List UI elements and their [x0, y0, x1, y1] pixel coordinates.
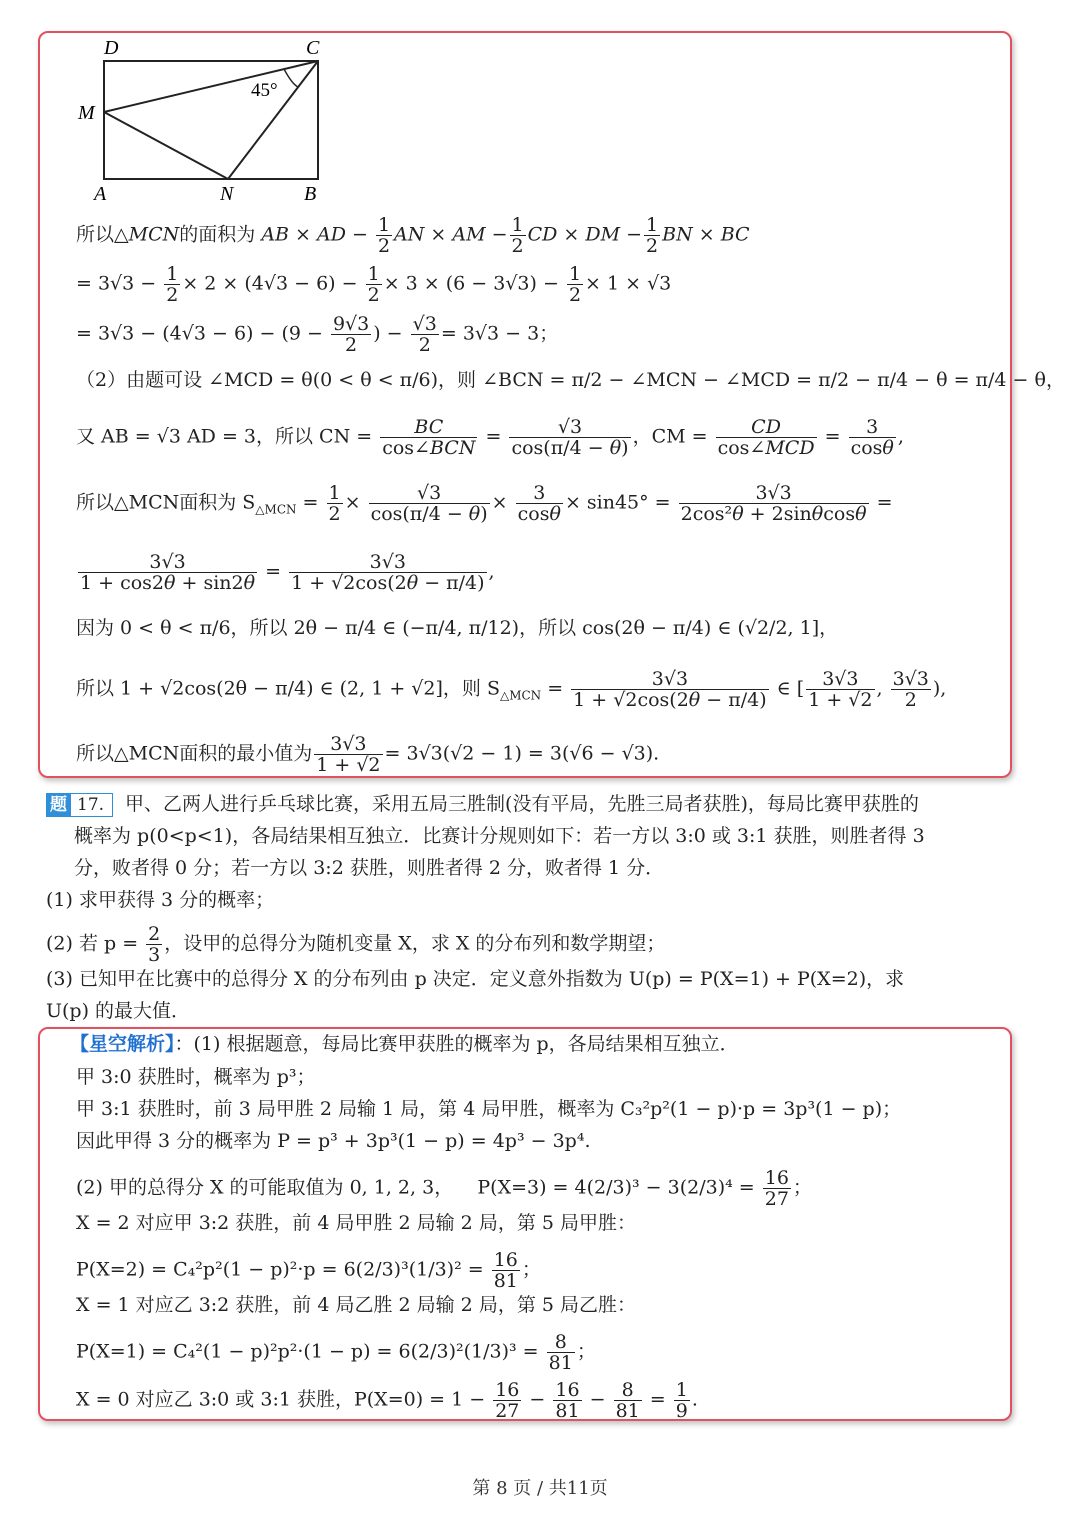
text: P(X=3) = 4(2/3)³ − 3(2/3)⁴ = — [477, 1176, 761, 1199]
text: P(X=1) = C₄²(1 − p)²p²·(1 − p) = 6(2/3)²(1/3)³ = — [76, 1340, 545, 1363]
segment-MN — [104, 112, 228, 179]
solution-line-8: 因为 0 < θ < π/6，所以 2θ − π/4 ∈ (−π/4, π/12)，所以 cos(2θ − π/4) ∈ (√2/2, 1]， — [76, 617, 839, 639]
label-D: D — [104, 37, 119, 59]
rectangle-ABCD — [104, 61, 318, 179]
solution-line-9: 所以 1 + √2cos(2θ − π/4) ∈ (2, 1 + √2]，则 $S_{\triangle MCN}$ = $\frac{3√3}{1 + √2\cos(2\theta - \pi/4)}$ ∈ [ $\frac{3√3}{1 + √2}$ , $\frac{3√3}{2}$ ), — [76, 668, 947, 711]
text: = 3√3(√2 − 1) = 3(√6 − √3). — [384, 742, 660, 765]
question-17-line-1 — [46, 791, 919, 817]
solution2-line-8: X = 1 对应乙 3:2 获胜，前 4 局乙胜 2 局输 2 局，第 5 局乙胜： — [76, 1294, 636, 1316]
text: = 3√3 − (4√3 − 6) − (9 − — [76, 322, 329, 345]
solution-line-1: 所以△MCN的面积为 AB × AD − $\frac{1}{2}$ AN × AM − $\frac{1}{2}$ CD × DM − $\frac{1}{2}$ BN × BC — [76, 214, 750, 257]
question-17-part-1: (1) 求甲获得 3 分的概率； — [46, 889, 275, 911]
question-17-part-3: (3) 已知甲在比赛中的总得分 X 的分布列由 p 决定．定义意外指数为 U(p) = P(X=1) + P(X=2)，求 — [46, 968, 905, 990]
text: = 3√3 − 3； — [440, 322, 559, 345]
text: ，设甲的总得分为随机变量 X，求 X 的分布列和数学期望； — [164, 932, 666, 955]
label-C: C — [306, 37, 320, 59]
label-A: A — [94, 183, 107, 205]
solution2-line-4: 因此甲得 3 分的概率为 P = p³ + 3p³(1 − p) = 4p³ − 3p⁴. — [76, 1130, 591, 1152]
text: ，CM = — [632, 425, 714, 448]
solution-line-5: 又 AB = √3 AD = 3，所以 CN = $\frac{BC}{\text{cos∠BCN}}$ = $\frac{√3}{\cos(\pi/4 - \theta)}$ ，CM = $\frac{CD}{\text{cos∠MCD}}$ = $\frac{3}{\cos\theta}$ , — [76, 416, 904, 459]
solution2-line-7: P(X=2) = C₄²p²(1 − p)²·p = 6(2/3)³(1/3)² = $\frac{16}{81}$ ； — [76, 1249, 541, 1292]
text: 的面积为 — [179, 223, 256, 246]
question-17-part-3-cont: U(p) 的最大值． — [46, 1000, 191, 1022]
solution-line-6: 所以△MCN面积为 $S_{\triangle MCN}$ = $\frac{1}{2}$ × $\frac{√3}{\cos(\pi/4 - \theta)}$ × $\frac{3}{\cos\theta}$ × sin45° = $\frac{3√3}{\text{2cos²θ + 2sinθcosθ}}$ = — [76, 482, 893, 525]
text: MCN — [128, 223, 180, 246]
label-angle: 45° — [251, 80, 278, 101]
text: 所以△MCN面积为 S — [76, 491, 256, 514]
label-N: N — [220, 183, 234, 205]
geometry-figure — [70, 34, 340, 206]
label-M: M — [78, 102, 95, 124]
text: AB × AD − — [261, 223, 374, 246]
text: ：(1) 根据题意，每局比赛甲获胜的概率为 p，各局结果相互独立． — [174, 1033, 739, 1055]
solution-line-3: = 3√3 − (4√3 − 6) − (9 − $\frac{9√3}{2}$ ) − $\frac{√3}{2}$ = 3√3 − 3； — [76, 313, 559, 356]
solution2-line-10: X = 0 对应乙 3:0 或 3:1 获胜，P(X=0) = 1 − $\frac{16}{27}$ − $\frac{16}{81}$ − $\frac{8}{81}$ = $\frac{1}{9}$ . — [76, 1379, 698, 1422]
solution2-line-3: 甲 3:1 获胜时，前 3 局甲胜 2 局输 1 局，第 4 局甲胜，概率为 C₃²p²(1 − p)·p = 3p³(1 − p)； — [76, 1098, 902, 1120]
text: X = 0 对应乙 3:0 或 3:1 获胜，P(X=0) = 1 − — [76, 1388, 492, 1411]
solution2-line-5: (2) 甲的总得分 X 的可能取值为 0, 1, 2, 3， P(X=3) = 4(2/3)³ − 3(2/3)⁴ = $\frac{16}{27}$ ； — [76, 1167, 812, 1210]
solution-line-2: = 3√3 − $\frac{1}{2}$ × 2 × (4√3 − 6) − $\frac{1}{2}$ × 3 × (6 − 3√3) − $\frac{1}{2}$ × 1 × √3 — [76, 263, 672, 306]
analysis-heading: 【星空解析】 — [70, 1033, 175, 1055]
text: 又 AB = √3 AD = 3，所以 CN = — [76, 425, 379, 448]
question-17-part-2: (2) 若 p = $\frac{2}{3}$ ，设甲的总得分为随机变量 X，求 X 的分布列和数学期望； — [46, 923, 666, 966]
text: 所以△MCN面积的最小值为 — [76, 742, 313, 765]
label-B: B — [304, 183, 317, 205]
solution2-line-6: X = 2 对应甲 3:2 获胜，前 4 局甲胜 2 局输 2 局，第 5 局甲胜： — [76, 1212, 636, 1234]
solution2-line-1 — [70, 1031, 739, 1057]
text: (2) 甲的总得分 X 的可能取值为 0, 1, 2, 3， — [76, 1176, 454, 1199]
text: = 3√3 − — [76, 272, 163, 295]
solution-line-4: （2）由题可设 ∠MCD = θ(0 < θ < π/6)，则 ∠BCN = π/2 − ∠MCN − ∠MCD = π/2 − π/4 − θ = π/4 − θ， — [76, 369, 1065, 391]
question-number: 17. — [71, 793, 113, 817]
angle-arc — [284, 69, 298, 87]
solution2-line-9: P(X=1) = C₄²(1 − p)²p²·(1 − p) = 6(2/3)²(1/3)³ = $\frac{8}{81}$ ； — [76, 1331, 596, 1374]
text: (2) 若 p = — [46, 932, 145, 955]
text: 所以△ — [76, 223, 129, 246]
text: P(X=2) = C₄²p²(1 − p)²·p = 6(2/3)³(1/3)² = — [76, 1258, 490, 1281]
question-17-line-2: 概率为 p(0<p<1)，各局结果相互独立．比赛计分规则如下：若一方以 3:0 或 3:1 获胜，则胜者得 3 — [74, 825, 925, 847]
question-tag: 题 — [46, 793, 71, 817]
text: 所以 1 + √2cos(2θ − π/4) ∈ (2, 1 + √2]，则 S — [76, 677, 500, 700]
question-17-line-3: 分，败者得 0 分；若一方以 3:2 获胜，则胜者得 2 分，败者得 1 分． — [74, 857, 665, 879]
page-footer: 第 8 页 / 共11页 — [472, 1478, 608, 1499]
solution2-line-2: 甲 3:0 获胜时，概率为 p³； — [76, 1066, 316, 1088]
text: △MCN — [255, 502, 297, 517]
text: 甲、乙两人进行乒乓球比赛，采用五局三胜制(没有平局，先胜三局者获胜)，每局比赛甲获胜的 — [125, 793, 919, 815]
solution-line-10: 所以△MCN面积的最小值为 $\frac{3√3}{1 + √2}$ = 3√3(√2 − 1) = 3(√6 − √3). — [76, 733, 660, 776]
solution-line-7: $\frac{3√3}{1 + \cos 2\theta + \sin 2\theta}$ = $\frac{3√3}{1 + √2\cos(2\theta - \pi/4)}$ , — [80, 551, 495, 594]
